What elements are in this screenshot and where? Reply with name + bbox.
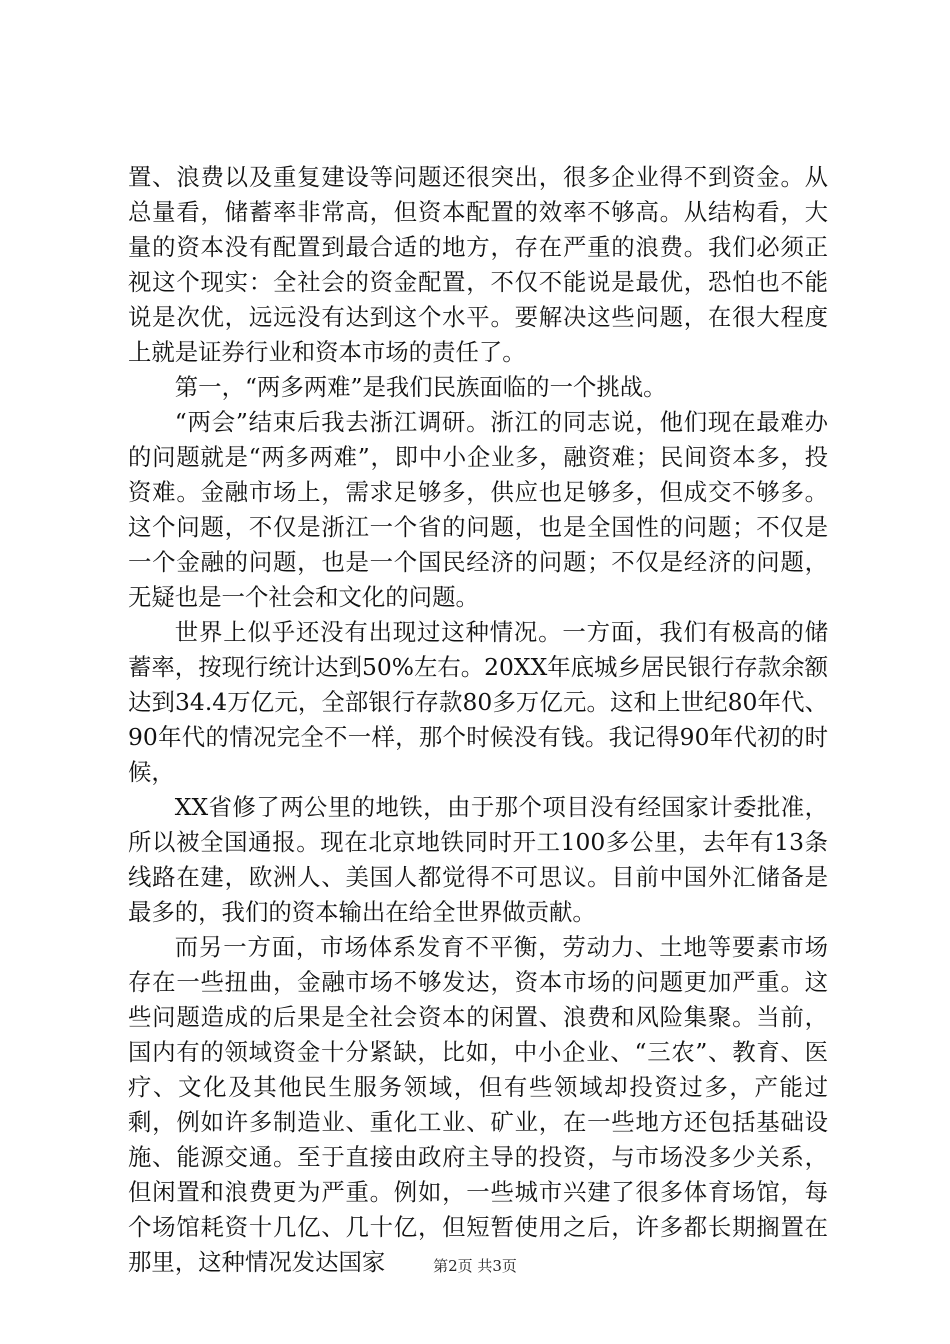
paragraph-subway: XX省修了两公里的地铁，由于那个项目没有经国家计委批准，所以被全国通报。现在北京地铁同时开工100多公里，去年有13条线路在建，欧洲人、美国人都觉得不可思议。目前中国外汇储备是最多的，我们的资本输出在给全世界做贡献。: [128, 793, 828, 926]
paragraph-continuation: 置、浪费以及重复建设等问题还很突出，很多企业得不到资金。从总量看，储蓄率非常高，但资本配置的效率不够高。从结构看，大量的资本没有配置到最合适的地方，存在严重的浪费。我们必须正视这个现实：全社会的资金配置，不仅不能说是最优，恐怕也不能说是次优，远远没有达到这个水平。要解决这些问题，在很大程度上就是证券行业和资本市场的责任了。: [128, 163, 828, 366]
page-number-footer: 第2页 共3页: [433, 1257, 517, 1275]
paragraph-market-imbalance: 而另一方面，市场体系发育不平衡，劳动力、土地等要素市场存在一些扭曲，金融市场不够发达，资本市场的问题更加严重。这些问题造成的后果是全社会资本的闲置、浪费和风险集聚。当前，国内有的领域资金十分紧缺，比如，中小企业、“三农”、教育、医疗、文化及其他民生服务领域，但有些领域却投资过多，产能过剩，例如许多制造业、重化工业、矿业，在一些地方还包括基础设施、能源交通。至于直接由政府主导的投资，与市场没多少关系，但闲置和浪费更为严重。例如，一些城市兴建了很多体育场馆，每个场馆耗资十几亿、几十亿，但短暂使用之后，许多都长期搁置在那里，这种情况发达国家: [128, 933, 828, 1276]
paragraph-savings-rate: 世界上似乎还没有出现过这种情况。一方面，我们有极高的储蓄率，按现行统计达到50%左右。20XX年底城乡居民银行存款余额达到34.4万亿元，全部银行存款80多万亿元。这和上世纪80年代、90年代的情况完全不一样，那个时候没有钱。我记得90年代初的时候，: [128, 618, 828, 786]
paragraph-section-heading: 第一，“两多两难”是我们民族面临的一个挑战。: [174, 373, 667, 401]
document-body: [128, 160, 828, 1280]
paragraph-zhejiang-survey: “两会”结束后我去浙江调研。浙江的同志说，他们现在最难办的问题就是“两多两难”，即中小企业多，融资难；民间资本多，投资难。金融市场上，需求足够多，供应也足够多，但成交不够多。这个问题，不仅是浙江一个省的问题，也是全国性的问题；不仅是一个金融的问题，也是一个国民经济的问题；不仅是经济的问题，无疑也是一个社会和文化的问题。: [128, 408, 828, 611]
